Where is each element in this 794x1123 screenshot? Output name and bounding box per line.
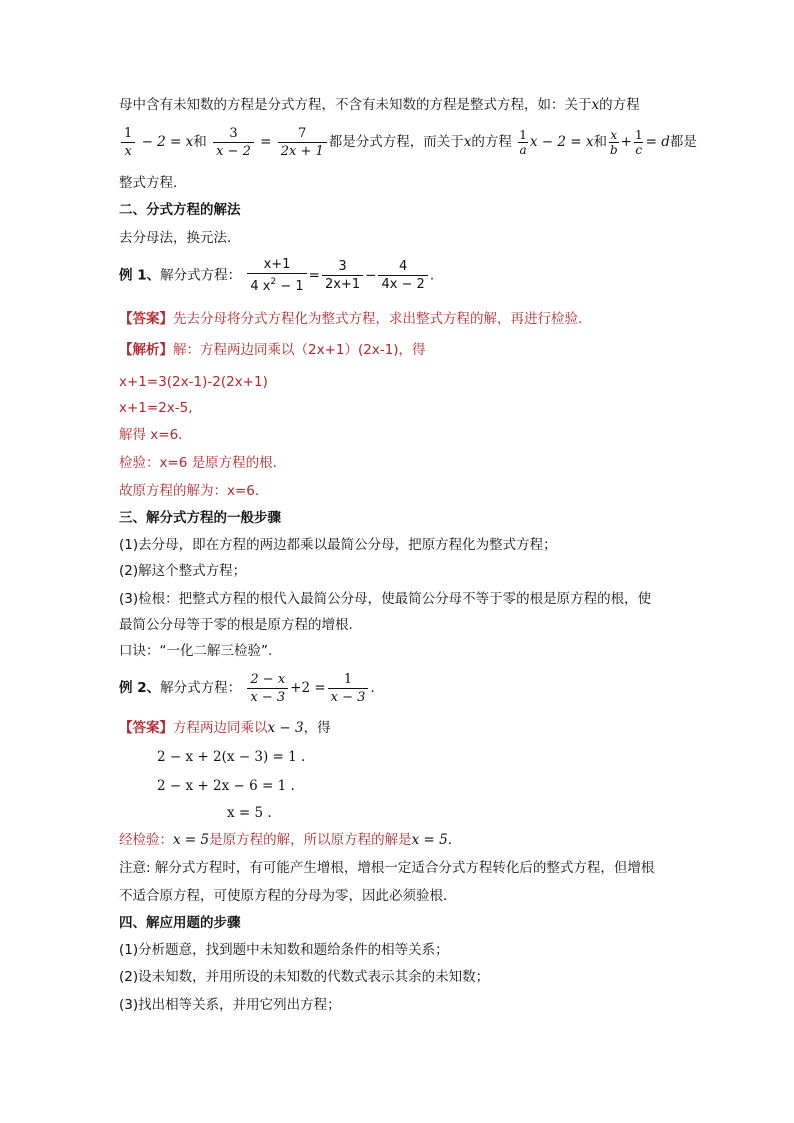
math-expr: +2 = — [290, 680, 326, 696]
fraction: $\frac{1}{a}$ — [519, 127, 527, 157]
fraction: $\frac{1}{x - 3}$ — [328, 671, 369, 706]
answer-tag: 【答案】 — [119, 720, 173, 736]
check-text: 是原方程的解，所以原方程的解是 — [209, 832, 412, 848]
intro-text: 的方程 — [599, 97, 640, 113]
math-expr: = — [255, 134, 276, 150]
fraction: $\frac{4}{4x - 2}$ — [378, 258, 427, 293]
step-item: 最简公分母等于零的根是原方程的增根. — [119, 617, 353, 633]
intro-text: 的方程 — [471, 134, 512, 150]
step-item: (3)检根：把整式方程的根代入最简公分母，使最简公分母不等于零的根是原方程的根，使 — [119, 591, 652, 607]
work-line: x = 5 . — [227, 805, 272, 821]
connector-text: 和 — [193, 134, 207, 150]
math-expr: + — [620, 134, 632, 150]
section-heading: 三、解分式方程的一般步骤 — [119, 510, 281, 526]
methods-text: 去分母法，换元法． — [119, 230, 241, 246]
example-label: 例 1、 — [119, 267, 161, 284]
intro-text: 母中含有未知数的方程是分式方程，不含有未知数的方程是整式方程，如：关于 — [119, 97, 592, 113]
analysis-text: 解：方程两边同乘以（2x+1）(2x-1)，得 — [173, 342, 426, 358]
fraction: $\frac{x+1}{4 x^2 - 1}$ — [247, 256, 306, 295]
intro-line-1 — [119, 95, 640, 115]
math-expr: x = 5 — [411, 832, 448, 848]
math-expr: = — [308, 267, 320, 284]
fraction: $\frac{3}{2x+1}$ — [322, 258, 363, 293]
answer-text: 方程两边同乘以 — [173, 720, 268, 736]
fraction: $\frac{3}{x - 2}$ — [213, 125, 254, 160]
answer-2 — [119, 718, 331, 738]
math-expr: − 2 = x — [137, 134, 194, 150]
answer-text: 先去分母将分式方程化为整式方程，求出整式方程的解，再进行检验. — [173, 311, 583, 327]
answer-text: ，得 — [303, 720, 331, 736]
analysis-step: x+1=2x-5, — [119, 400, 193, 416]
example-1 — [119, 256, 434, 295]
work-line: 2 − x + 2x − 6 = 1 . — [157, 778, 295, 794]
math-expr: x − 3 — [267, 720, 304, 736]
math-expr: − — [365, 267, 377, 284]
math-expr: = d — [645, 134, 670, 150]
fraction: $\frac{7}{2x + 1}$ — [278, 125, 327, 160]
fraction: $\frac{1}{x}$ — [121, 125, 135, 160]
example-prompt: 解分式方程： — [160, 267, 242, 284]
note-line: 注意: 解分式方程时，有可能产生增根，增根一定适合分式方程转化后的整式方程，但增根 — [119, 860, 655, 876]
step-item: (2)设未知数，并用所设的未知数的代数式表示其余的未知数； — [119, 969, 490, 985]
fraction: $\frac{x}{b}$ — [609, 127, 618, 157]
section-heading: 四、解应用题的步骤 — [119, 915, 241, 931]
answer-tag: 【答案】 — [119, 311, 173, 327]
analysis-step: 解得 x=6． — [119, 427, 192, 443]
example-prompt: 解分式方程： — [160, 680, 242, 696]
connector-text: 和 — [593, 134, 607, 150]
example-label: 例 2、 — [119, 680, 161, 696]
example-2 — [119, 668, 384, 708]
step-item: (1)去分母，即在方程的两边都乘以最简公分母，把原方程化为整式方程； — [119, 537, 557, 553]
intro-text: 都是 — [669, 134, 697, 150]
intro-text: 都是分式方程，而关于 — [328, 134, 464, 150]
fraction: $\frac{2 - x}{x - 3}$ — [247, 671, 288, 706]
analysis-step: x+1=3(2x-1)-2(2x+1) — [119, 374, 268, 390]
note-line: 不适合原方程，可使原方程的分母为零，因此必须验根． — [119, 888, 457, 904]
answer-1 — [119, 309, 582, 329]
section-heading: 二、分式方程的解法 — [119, 202, 241, 218]
math-expr: x = 5 — [173, 832, 210, 848]
analysis-step: 故原方程的解为：x=6． — [119, 483, 269, 499]
math-expr: ． — [370, 680, 384, 696]
math-expr: . — [429, 267, 435, 284]
analysis-tag: 【解析】 — [119, 342, 173, 358]
check-text: ． — [447, 832, 462, 848]
step-item: (2)解这个整式方程； — [119, 563, 247, 579]
check-text: 经检验： — [119, 832, 173, 848]
mnemonic: 口诀：“一化二解三检验”. — [119, 643, 273, 659]
step-item: (1)分析题意，找到题中未知数和题给条件的相等关系； — [119, 942, 449, 958]
check-line — [119, 830, 461, 850]
intro-line-2 — [119, 124, 697, 160]
math-var: x — [463, 134, 472, 150]
analysis-1 — [119, 340, 426, 360]
work-line: 2 − x + 2(x − 3) = 1 . — [157, 749, 306, 765]
math-expr: x − 2 = x — [529, 134, 594, 150]
math-var: x — [591, 97, 600, 113]
analysis-step: 检验：x=6 是原方程的根． — [119, 455, 287, 471]
intro-line-3: 整式方程. — [119, 175, 178, 191]
fraction: $\frac{1}{c}$ — [634, 127, 643, 157]
step-item: (3)找出相等关系，并用它列出方程； — [119, 997, 341, 1013]
